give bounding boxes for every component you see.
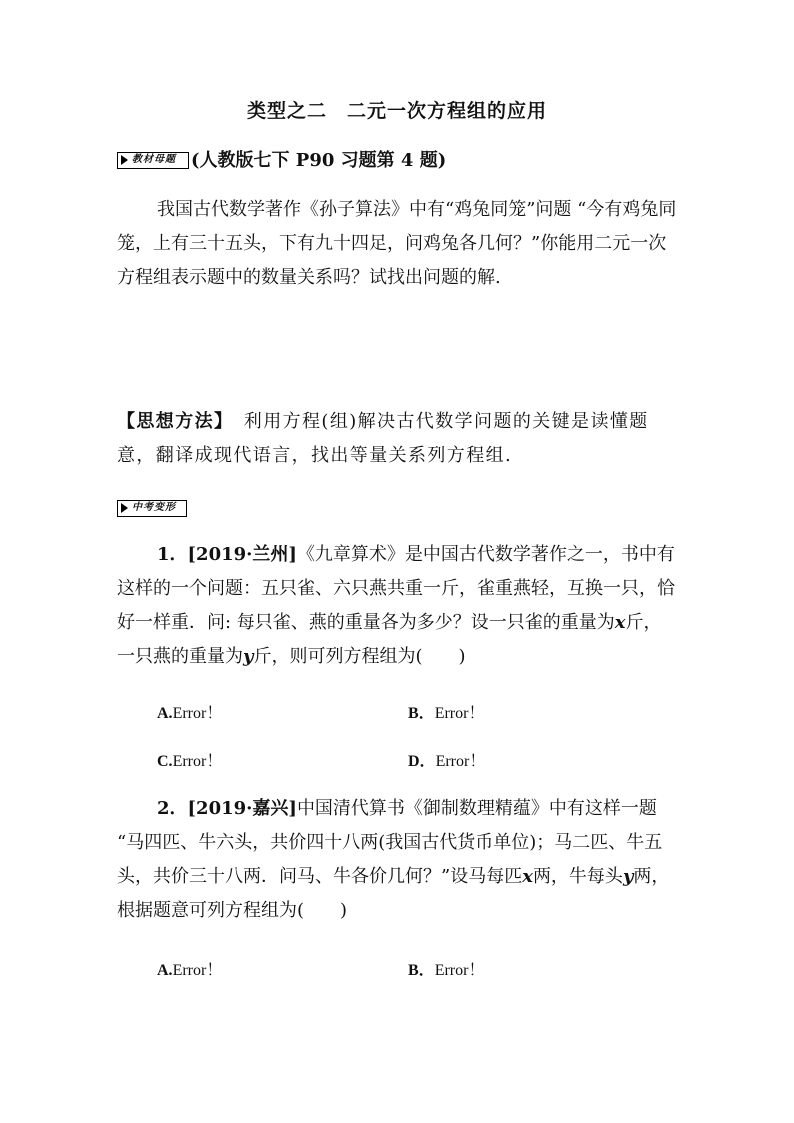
- exam-tag: [117, 500, 187, 517]
- question-2-source: [2019·嘉兴]: [187, 798, 297, 819]
- section-title: 类型之二 二元一次方程组的应用: [246, 100, 547, 122]
- textbook-source: (人教版七下 P90 习题第 4 题): [191, 150, 447, 171]
- question-2-var-x: x: [522, 866, 533, 887]
- method-paragraph: [117, 405, 677, 473]
- question-2-number: 2．: [157, 798, 188, 819]
- question-2-text-c: 两，根据题意可列方程组为( ): [117, 866, 670, 921]
- exam-tag-label: 中考变形: [132, 502, 176, 513]
- question-1: [117, 538, 677, 674]
- method-text: 利用方程(组)解决古代数学问题的关键是读懂题意，翻译成现代语言，找出等量关系列方程组.: [117, 411, 649, 466]
- exam-tag-line: [117, 498, 189, 520]
- play-triangle-icon: [121, 155, 128, 165]
- question-1-option-b[interactable]: B．Error！: [408, 705, 485, 722]
- method-label: 【思想方法】: [117, 411, 225, 432]
- question-1-text-c: 斤，则可列方程组为( ): [253, 646, 466, 667]
- play-triangle-icon: [121, 503, 128, 513]
- question-2-option-b[interactable]: B．Error！: [408, 962, 485, 979]
- question-2: [117, 792, 677, 928]
- question-2-text-a: 中国清代算书《御制数理精蕴》中有这样一题 “马四匹、牛六头，共价四十八两(我国古代货币单位)；马二匹、牛五头，共价三十八两．问马、牛各价几何？”设马每匹: [117, 798, 663, 887]
- question-1-text-b: 斤，一只燕的重量为: [117, 612, 662, 667]
- question-2-var-y: y: [622, 866, 634, 887]
- textbook-tag-label: 教材母题: [132, 154, 176, 165]
- question-1-var-y: y: [243, 646, 254, 667]
- textbook-tag: [117, 152, 189, 169]
- question-2-text-b: 两，牛每头: [532, 866, 623, 887]
- question-1-text-a: 《九章算术》是中国古代数学著作之一，书中有这样的一个问题：五只雀、六只燕共重一斤，雀重燕轻，互换一只，恰好一样重．问: 每只雀、燕的重量各为多少？设一只雀的重量为: [117, 544, 675, 633]
- question-1-number: 1．: [157, 544, 188, 565]
- question-1-option-a[interactable]: A.Error！: [157, 705, 223, 722]
- question-1-option-d[interactable]: D．Error！: [408, 753, 486, 770]
- question-1-source: [2019·兰州]: [187, 544, 297, 565]
- question-1-var-x: x: [614, 612, 626, 633]
- problem-text: 我国古代数学著作《孙子算法》中有“鸡兔同笼”问题 “今有鸡兔同笼，上有三十五头，下有九十四足，问鸡兔各几何？”你能用二元一次方程组表示题中的数量关系吗？试找出问题的解.: [117, 199, 677, 288]
- question-2-option-a[interactable]: A.Error！: [157, 962, 223, 979]
- textbook-source-line: [117, 150, 446, 172]
- problem-paragraph: [117, 193, 677, 295]
- question-1-option-c[interactable]: C.Error！: [157, 753, 223, 770]
